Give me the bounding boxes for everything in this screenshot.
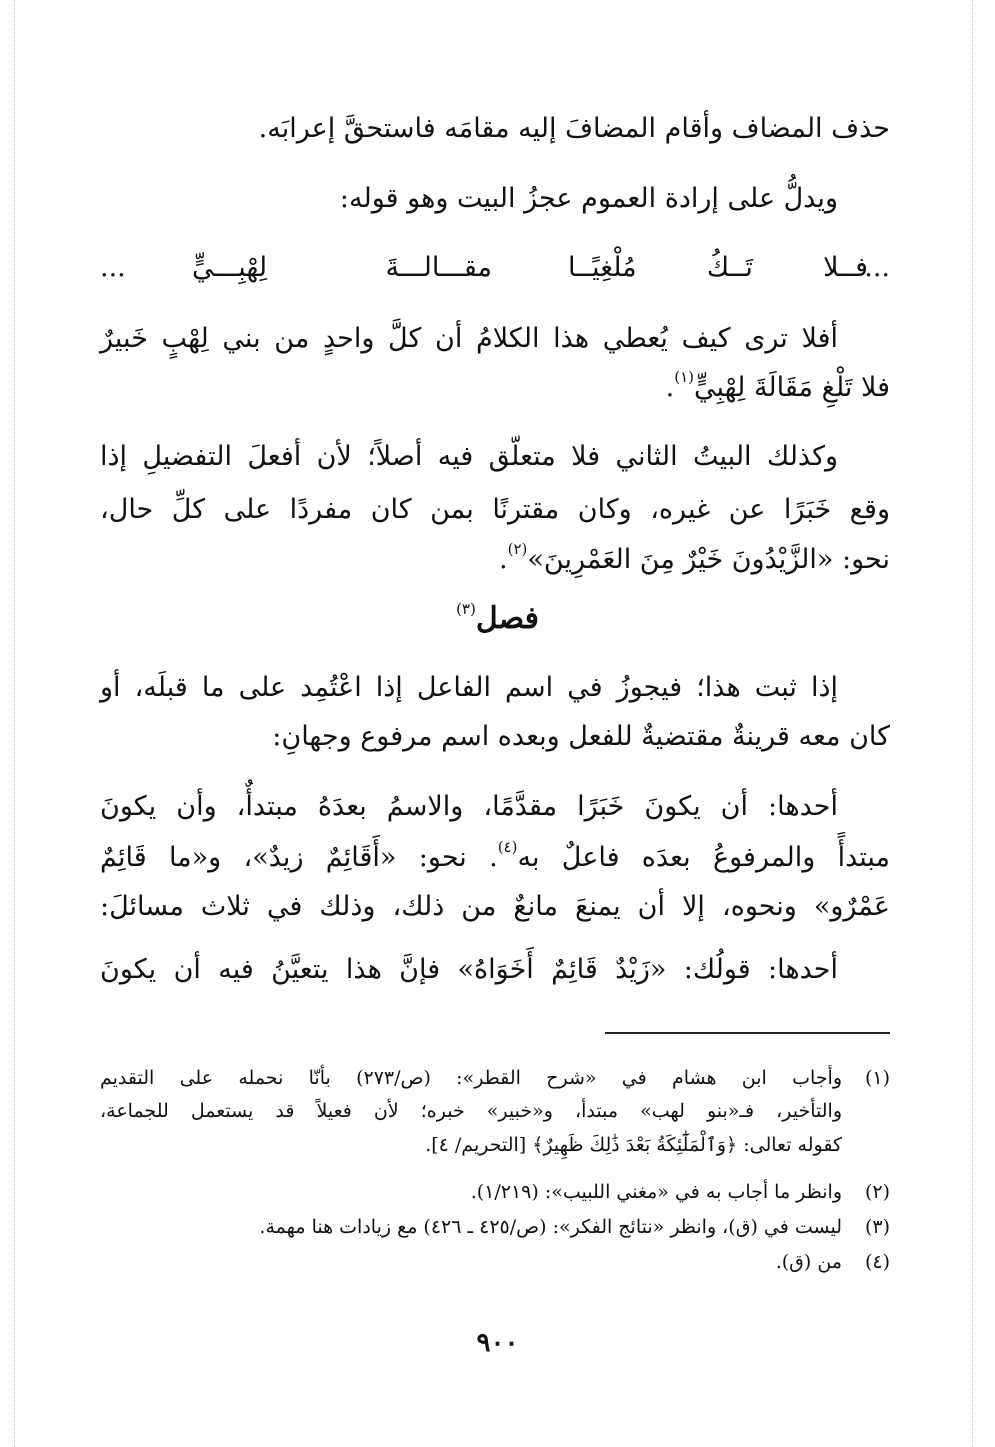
footnote-line: من (ق).	[775, 1251, 842, 1273]
footnote-number: (٢)	[864, 1181, 890, 1203]
footnote-ref-2: (٢)	[507, 540, 528, 558]
footnote-ref-4: (٤)	[497, 838, 518, 856]
text-line	[100, 365, 890, 411]
page-edge-right	[972, 0, 973, 1447]
text-line: كان معه قرينةٌ مقتضيةٌ للفعل وبعده اسم مرفوع وجهانِ:	[272, 721, 890, 752]
text-line: حذف المضاف وأقام المضافَ إليه مقامَه فاستحقَّ إعرابَه.	[258, 113, 890, 144]
footnote-separator	[605, 1032, 890, 1034]
inline-text: فلا تَلْغِ مَقَالَةَ لِهْبِيٍّ	[694, 372, 890, 403]
footnote-ref-3: (٣)	[456, 600, 476, 618]
text-line: أحدها: قولُك: «زَيْدٌ قَائِمٌ أَخَوَاهُ» فإنَّ هذا يتعيَّنُ فيه أن يكونَ	[100, 954, 838, 985]
inline-text: . نحو: «أَقَائِمٌ زيدٌ»، و«ما قَائِمٌ	[100, 842, 498, 873]
footnote-item	[100, 1212, 890, 1242]
text-line: ويدلُّ على إرادة العموم عجزُ البيت وهو قوله:	[339, 183, 838, 214]
footnote-item	[100, 1177, 890, 1207]
footnote-number: (٤)	[864, 1251, 890, 1273]
text-line	[100, 835, 890, 881]
footnote-line: وأجاب ابن هشام في «شرح القطر»: (ص/٢٧٣) بأنّا نحمله على التقديم	[100, 1067, 842, 1089]
text-line: وكذلك البيتُ الثاني فلا متعلّق فيه أصلاً؛ لأن أفعلَ التفضيلِ إذا	[100, 441, 838, 472]
text-line	[100, 537, 890, 583]
page-number: ٩٠٠	[476, 1328, 519, 1358]
text-line: عَمْرٌو» ونحوه، إلا أن يمنعَ مانعٌ من ذلك، وذلك في ثلاث مسائلَ:	[100, 891, 890, 922]
footnote-line: والتأخير، فـ«بنو لهب» مبتدأ، و«خبير» خبره؛ لأن فعيلاً قد يستعمل للجماعة،	[100, 1100, 842, 1122]
verse-trailing-dots: ...	[100, 252, 126, 283]
footnote-number: (٣)	[864, 1216, 890, 1238]
footnote-line: ليست في (ق)، وانظر «نتائج الفكر»: (ص/٤٢٥ ـ ٤٢٦) مع زيادات هنا مهمة.	[259, 1216, 842, 1238]
inline-text: .	[665, 372, 675, 403]
inline-text: .	[499, 544, 508, 575]
text-line: وقع خَبَرًا عن غيره، وكان مقترنًا بمن كان مفردًا على كلِّ حال،	[100, 494, 890, 525]
verse-hemistich-1: فــلا تَــكُ مُلْغِيًــا	[568, 252, 868, 283]
verse-leading-dots: ...	[864, 252, 890, 283]
footnote-item	[100, 1063, 890, 1156]
footnote-item	[100, 1247, 890, 1277]
footnote-number: (١)	[864, 1067, 890, 1089]
inline-text: نحو: «الزَّيْدُونَ خَيْرٌ مِنَ العَمْرِينَ»	[527, 544, 890, 575]
text-line: أفلا ترى كيف يُعطي هذا الكلامُ أن كلَّ واحدٍ من بني لِهْبٍ خَبيرٌ	[100, 323, 838, 354]
page-edge-left	[14, 0, 15, 1447]
text-line: أحدها: أن يكونَ خَبَرًا مقدَّمًا، والاسمُ بعدَهُ مبتدأٌ، وأن يكونَ	[100, 791, 838, 822]
footnote-line: وانظر ما أجاب به في «مغني اللبيب»: (١/٢١٩).	[470, 1181, 842, 1203]
footnote-line: كقوله تعالى: ﴿وَٱلْمَلَٰٓئِكَةُ بَعْدَ ذَٰلِكَ ظَهِيرٌ﴾ [التحريم/ ٤].	[425, 1134, 842, 1156]
inline-text: مبتدأً والمرفوعُ بعدَه فاعلٌ به	[517, 842, 890, 873]
poetry-verse	[100, 245, 890, 291]
text-line: إذا ثبت هذا؛ فيجوزُ في اسم الفاعل إذا اعْتُمِد على ما قبلَه، أو	[100, 672, 838, 703]
section-heading	[0, 596, 995, 642]
section-title: فصل	[475, 601, 539, 636]
verse-hemistich-2: مقـــالـــةَ لِهْبِـــيٍّ	[192, 252, 492, 283]
footnote-ref-1: (١)	[674, 368, 695, 386]
